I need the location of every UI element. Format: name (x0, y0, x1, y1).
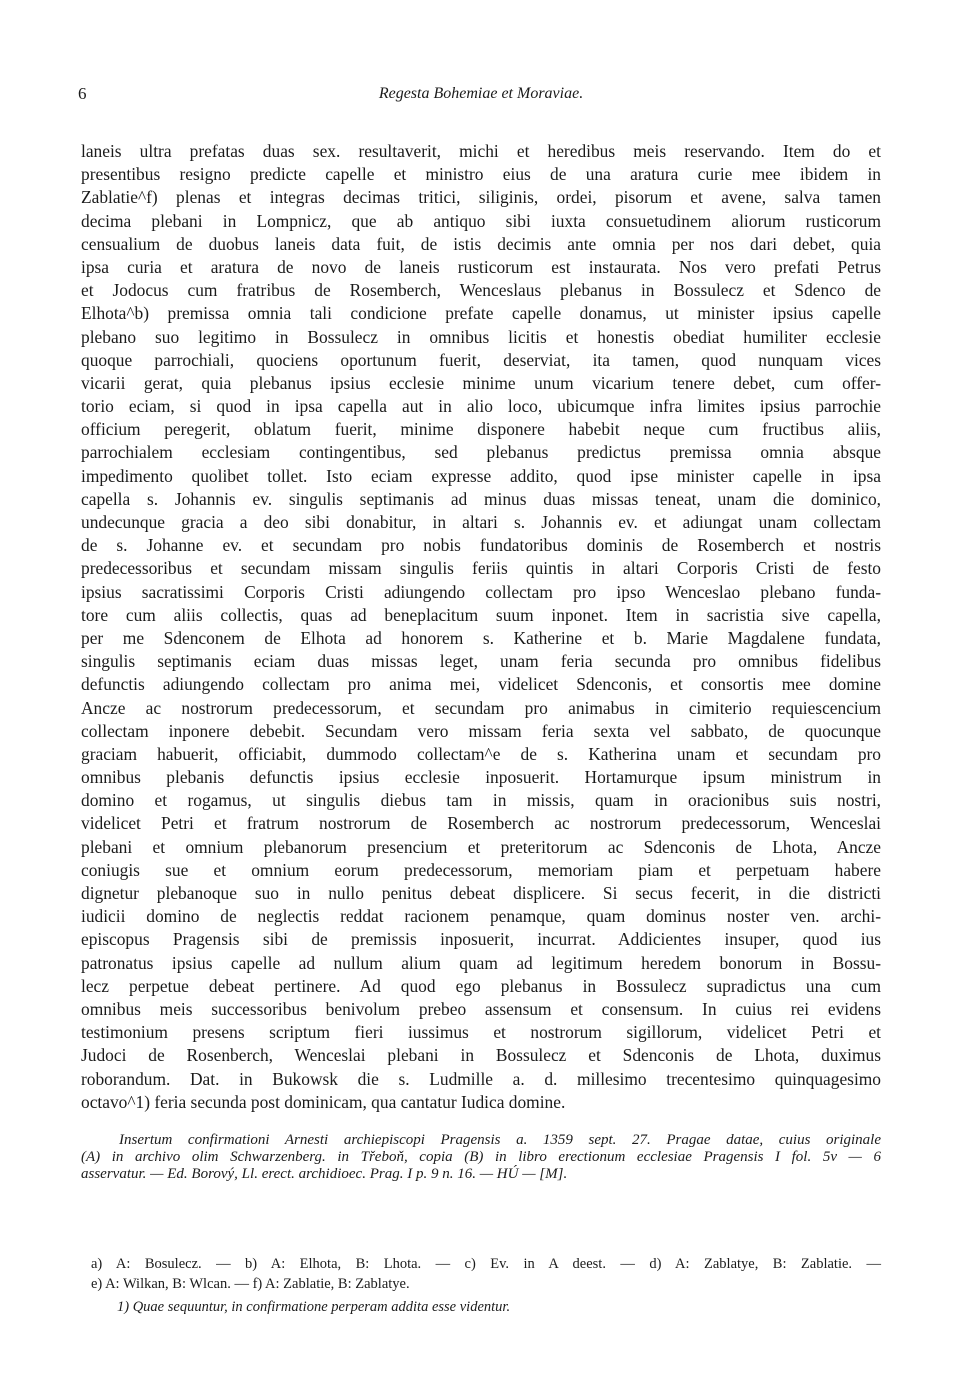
text-line: octavo^1) feria secunda post dominicam, qua cantatur Iudica domine. (81, 1091, 566, 1112)
footnote-1: 1) Quae sequuntur, in confirmatione perperam addita esse videntur. (117, 1299, 511, 1315)
text-line: omnibus meis successoribus benivolum prebeo assensum et consensum. In cuius rei evidens (81, 998, 881, 1019)
text-line: tore cum aliis collectis, quas ad beneplacitum suum inponet. Item in sacristia sive capella, (81, 604, 881, 625)
text-line: graciam habuerit, officiabit, dummodo collectam^e de s. Katherina unam et secundam pro (81, 743, 881, 764)
text-line: de s. Johanne ev. et secundam pro nobis fundatoribus dominis de Rosemberch et nostris (81, 535, 881, 556)
text-line: predecessoribus et secundam missam singulis feriis quintis in altari Corporis Cristi de festo (81, 558, 881, 579)
text-line: decima plebani in Lompnicz, que ab antiquo sibi iuxta consuetudinem aliorum rusticorum (81, 210, 881, 231)
notes-line: Insertum confirmationi Arnesti archiepiscopi Pragensis a. 1359 sept. 27. Pragae datae, cuius originale (119, 1132, 881, 1148)
text-line: domino et rogamus, ut singulis diebus tam in missis, quam in oracionibus suis nostri, (81, 790, 881, 811)
text-line: et Jodocus cum fratribus de Rosemberch, Wenceslaus plebanus in Bossulecz et Sdenco de (81, 280, 881, 301)
text-line: patronatus ipsius capelle ad nullum alium quam ad legitimum heredem bonorum in Bossu- (81, 952, 881, 973)
text-line: impedimento quolibet tollet. Isto eciam expresse addito, quod ipse minister capelle in ipsa (81, 465, 881, 486)
text-line: plebano suo legitimo in Bossulecz in omnibus licitis et honestis obediat humiliter ecclesie (81, 326, 881, 347)
text-line: testimonium presens scriptum fieri iussimus et nostrorum sigillorum, videlicet Petri et (81, 1022, 881, 1043)
page-number: 6 (78, 84, 87, 103)
text-line: per me Sdenconem de Elhota ad honorem s. Katherine et b. Marie Magdalene fundata, (81, 627, 881, 648)
text-line: undecunque gracia a deo sibi donabitur, in altari s. Johannis ev. et adiungat unam collectam (81, 512, 881, 532)
footnotes (81, 1254, 881, 1317)
text-line: defunctis adiungendo collectam pro anima mei, videlicet Sdenconis, et consortis mee domine (81, 674, 881, 695)
text-line: lecz perpetue debeat pertinere. Ad quod ego plebanus in Bossulecz supradictus una cum (81, 975, 881, 996)
text-line: ipsius sacratissimi Corporis Cristi adiungendo collectam pro ipso Wenceslao plebano funda- (81, 581, 881, 602)
main-text (81, 140, 881, 1114)
text-line: coniugis sue et omnium eorum predecessorum, memoriam piam et perpetuam habere (81, 859, 881, 880)
source-notes (81, 1132, 881, 1183)
footnote-line: a) A: Bosulecz. — b) A: Elhota, B: Lhota. — c) Ev. in A deest. — d) A: Zablatye, B: Zablatie. — (91, 1256, 881, 1272)
text-line: Zablatie^f) plenas et integras decimas tritici, siliginis, ordei, pisorum et avene, salva tamen (81, 187, 881, 208)
text-line: collectam inponere debebit. Secundam vero missam feria sexta vel sabbato, de quocunque (81, 720, 881, 741)
text-line: Ancze ac nostrorum predecessorum, et secundam pro animabus in cimiterio requiescencium (81, 697, 881, 718)
text-line: vicarii gerat, quia plebanus ipsius ecclesie minime unum vicarium tenere debet, cum offer- (81, 372, 881, 393)
text-line: parrochialem ecclesiam contingentibus, sed plebanus predictus premissa omnia absque (81, 442, 881, 463)
text-line: iudicii domino de neglectis reddat racionem penamque, quam dominus noster ven. archi- (81, 906, 881, 927)
text-line: capella s. Johannis ev. singulis septimanis ad minus duas missas teneat, unam die dominico, (81, 488, 881, 509)
footnote-line: e) A: Wilkan, B: Wlcan. — f) A: Zablatie, B: Zablatye. (91, 1276, 410, 1292)
text-line: officium peregerit, oblatum fuerit, minime disponere habebit neque cum fructibus aliis, (81, 419, 881, 440)
text-line: ipsa curia et aratura de novo de laneis rusticorum est instaurata. Nos vero prefati Petrus (81, 256, 881, 277)
text-line: plebani et omnium plebanorum presencium et preteritorum ac Sdenconis de Lhota, Ancze (81, 836, 881, 857)
text-line: censualium de duobus laneis data fuit, de istis decimis ante omnia per nos dari debet, quia (81, 233, 881, 254)
text-line: quoque parrochiali, quociens oportunum fuerit, deserviat, ita tamen, quod nunquam vices (81, 349, 881, 370)
text-line: roborandum. Dat. in Bukowsk die s. Ludmille a. d. millesimo trecentesimo quinquagesimo (81, 1068, 881, 1089)
page-header (78, 84, 881, 108)
running-title: Regesta Bohemiae et Moraviae. (378, 85, 584, 102)
text-line: Judoci de Rosenberch, Wenceslai plebani in Bossulecz et Sdenconis de Lhota, duximus (81, 1045, 881, 1066)
text-line: episcopus Pragensis sibi de premissis inposuerit, incurrat. Addicientes insuper, quod ius (81, 929, 881, 950)
text-line: singulis septimanis eciam duas missas leget, unam feria secunda pro omnibus fidelibus (81, 651, 881, 672)
text-line: laneis ultra prefatas duas sex. resultaverit, michi et heredibus meis reservando. Item do et (81, 141, 881, 161)
text-line: dignetur plebanoque suo in nullo penitus debeat displicere. Si secus fecerit, in die districti (81, 883, 881, 903)
text-line: videlicet Petri et fratrum nostrorum de Rosemberch ac nostrorum predecessorum, Wenceslai (81, 813, 881, 834)
text-line: omnibus plebanis defunctis ipsius ecclesie inposuerit. Hortamurque ipsum ministrum in (81, 767, 881, 788)
notes-line: asservatur. — Ed. Borový, Ll. erect. archidioec. Prag. I p. 9 n. 16. — HÚ — [M]. (81, 1166, 568, 1182)
text-line: Elhota^b) premissa omnia tali condicione prefate capelle donamus, ut minister ipsius capelle (81, 303, 881, 324)
text-line: torio eciam, si quod in ipsa capella aut in alio loco, ubicumque infra limites ipsius parrochie (81, 396, 881, 417)
notes-line: (A) in archivo olim Schwarzenberg. in Třeboň, copia (B) in libro erectionum ecclesiae Pragensis I fol. 5v — 6 (81, 1149, 881, 1165)
text-line: presentibus resigno predicte capelle et ministro eius de una aratura curie mee ibidem in (81, 164, 881, 185)
